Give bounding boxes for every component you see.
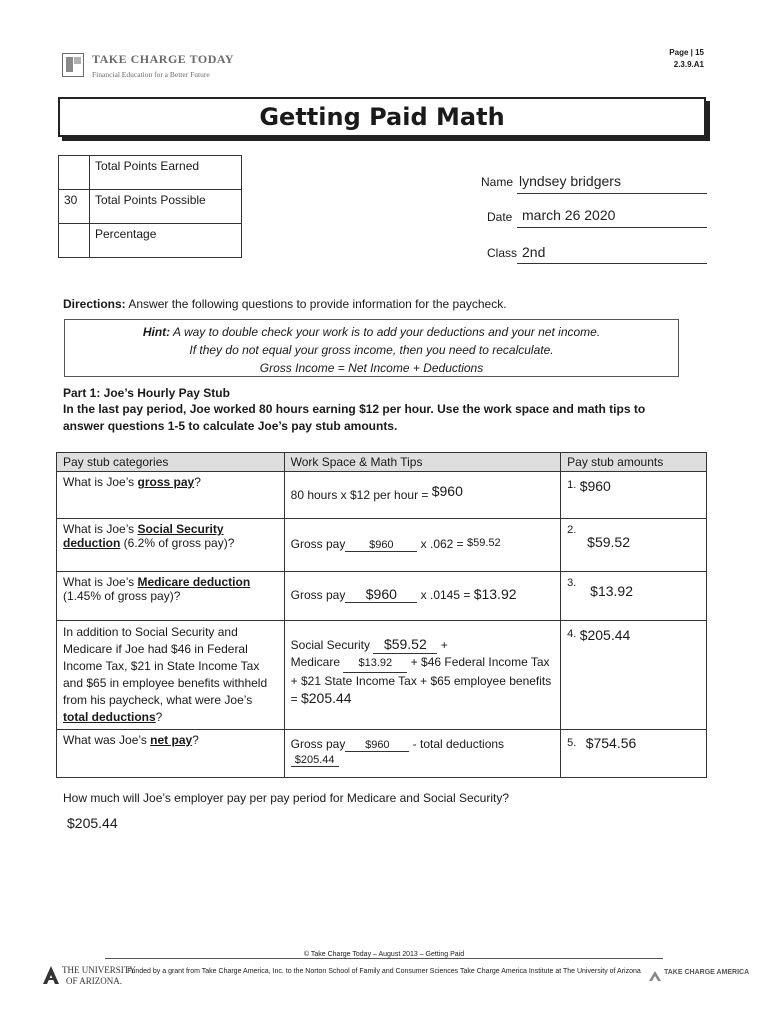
question-text: What is Joe’s <box>63 522 138 536</box>
take-charge-logo-icon <box>62 53 84 77</box>
workspace-text: Social Security <box>290 638 371 652</box>
workspace-text: x .0145 = <box>417 588 474 602</box>
workspace-cell[interactable] <box>284 472 561 519</box>
points-row <box>59 156 242 190</box>
brand-subtitle: Financial Education for a Better Future <box>92 70 210 79</box>
question-number: 5. <box>567 737 577 749</box>
employer-question: How much will Joe’s employer pay per pay period for Medicare and Social Security? <box>63 791 509 805</box>
table-row <box>57 472 707 519</box>
ua-logo-line2: OF ARIZONA. <box>66 976 123 986</box>
question-text-end: ? <box>194 475 201 489</box>
gross-pay-blank: $960 <box>345 739 409 752</box>
question-key-term: gross pay <box>137 475 195 489</box>
points-label: Percentage <box>90 224 242 258</box>
amount-cell[interactable] <box>561 519 707 572</box>
take-charge-america-logo-icon <box>648 969 662 983</box>
workspace-cell[interactable] <box>284 519 561 572</box>
table-row <box>57 519 707 572</box>
medicare-blank: $13.92 <box>343 655 407 673</box>
workspace-text: + <box>437 638 448 652</box>
amount-value: $960 <box>579 478 611 494</box>
points-value <box>59 156 90 190</box>
date-value: march 26 2020 <box>522 207 616 223</box>
question-text-end: (1.45% of gross pay)? <box>63 589 181 603</box>
question-cell <box>57 472 285 519</box>
workspace-text: - total deductions <box>409 737 505 751</box>
total-deductions-blank: $205.44 <box>291 754 339 767</box>
question-number: 4. <box>567 628 577 640</box>
brand-title: TAKE CHARGE TODAY <box>92 52 235 66</box>
points-table <box>58 155 242 258</box>
workspace-text: Gross pay <box>290 588 346 602</box>
footer-funding: Funded by a grant from Take Charge America, Inc. to the Norton School of Family and Consumer Sciences Take Charge America Institute at The University of Arizona <box>127 968 641 975</box>
question-key-term: Social Security deduction <box>63 522 224 550</box>
hint-line-1 <box>65 323 678 341</box>
question-key-term: total deductions <box>63 710 156 724</box>
question-cell <box>57 621 285 730</box>
amount-value: $205.44 <box>579 627 631 643</box>
question-cell <box>57 572 285 621</box>
workspace-cell[interactable] <box>284 621 561 730</box>
directions-text: Answer the following questions to provide information for the paycheck. <box>125 297 507 311</box>
amount-cell[interactable] <box>561 621 707 730</box>
question-cell <box>57 730 285 778</box>
table-row <box>57 621 707 730</box>
question-text-end: ? <box>155 710 163 724</box>
workspace-answer: $59.52 <box>467 537 501 549</box>
question-cell <box>57 519 285 572</box>
footer-copyright: © Take Charge Today – August 2013 – Getting Paid <box>303 951 465 958</box>
hint-line-2: If they do not equal your gross income, then you need to recalculate. <box>189 343 554 357</box>
points-label: Total Points Earned <box>90 156 242 190</box>
class-field[interactable] <box>517 243 707 264</box>
tca-logo-text: TAKE CHARGE AMERICA <box>664 969 750 976</box>
class-value: 2nd <box>522 244 546 260</box>
col-header-amounts: Pay stub amounts <box>561 453 707 472</box>
question-text: What is Joe’s <box>63 475 138 489</box>
ua-logo-line1: THE UNIVERSITY <box>62 965 136 975</box>
amount-cell[interactable] <box>561 472 707 519</box>
gross-pay-blank: $960 <box>345 539 417 552</box>
part1-heading: Part 1: Joe’s Hourly Pay Stub <box>63 386 230 400</box>
question-text: What was Joe’s <box>63 733 151 747</box>
workspace-text: 80 hours x $12 per hour = <box>290 488 432 502</box>
workspace-text: x .062 = <box>417 537 468 551</box>
gross-pay-blank: $960 <box>345 586 417 603</box>
question-text: In addition to Social Security and Medicare if Joe had $46 in Federal Income Tax, $21 in State Income Tax and $65 in employee benefits withheld from his paycheck, what were Joe’s <box>63 625 268 707</box>
page-number: Page | 15 <box>669 48 704 57</box>
points-row <box>59 190 242 224</box>
workspace-answer: $960 <box>431 483 463 499</box>
page-title: Getting Paid Math <box>58 97 706 137</box>
question-number: 2. <box>567 524 577 536</box>
directions-label: Directions: <box>63 297 126 311</box>
workspace-text: Medicare <box>290 655 340 669</box>
name-field[interactable] <box>517 173 707 194</box>
social-security-blank: $59.52 <box>373 636 437 654</box>
pay-stub-table <box>56 452 707 778</box>
question-key-term: net pay <box>150 733 193 747</box>
workspace-answer: $205.44 <box>300 690 352 706</box>
workspace-text: Gross pay <box>290 537 346 551</box>
hint-text-1: A way to double check your work is to add your deductions and your net income. <box>170 325 601 339</box>
table-row <box>57 730 707 778</box>
amount-cell[interactable] <box>561 730 707 778</box>
date-field[interactable] <box>517 207 707 228</box>
points-row <box>59 224 242 258</box>
table-row <box>57 572 707 621</box>
workspace-cell[interactable] <box>284 572 561 621</box>
name-label: Name <box>481 175 514 189</box>
amount-value: $59.52 <box>587 534 630 550</box>
workspace-text: + $46 Federal Income Tax + $21 State Income Tax + $65 employee benefits = <box>290 655 552 706</box>
points-label: Total Points Possible <box>90 190 242 224</box>
name-value: lyndsey bridgers <box>519 173 621 189</box>
hint-line-3: Gross Income = Net Income + Deductions <box>259 361 484 375</box>
question-text: What is Joe’s <box>63 575 138 589</box>
workspace-answer: $13.92 <box>473 586 517 602</box>
class-label: Class <box>487 246 518 260</box>
question-number: 3. <box>567 577 577 589</box>
amount-value: $13.92 <box>590 583 633 599</box>
amount-value: $754.56 <box>585 735 637 751</box>
amount-cell[interactable] <box>561 572 707 621</box>
question-key-term: Medicare deduction <box>137 575 251 589</box>
points-value: 30 <box>59 190 90 224</box>
points-value <box>59 224 90 258</box>
date-label: Date <box>487 210 513 224</box>
col-header-categories: Pay stub categories <box>57 453 285 472</box>
table-header-row <box>57 453 707 472</box>
workspace-cell[interactable] <box>284 730 561 778</box>
question-text-end: ? <box>192 733 199 747</box>
part1-instructions: In the last pay period, Joe worked 80 hours earning $12 per hour. Use the work space and math tips to answer questions 1-5 to calculate Joe’s pay stub amounts. <box>63 402 646 433</box>
hint-box <box>64 319 679 377</box>
page-code: 2.3.9.A1 <box>673 60 704 69</box>
workspace-text: Gross pay <box>290 737 346 751</box>
question-text-end: (6.2% of gross pay)? <box>120 536 235 550</box>
footer-divider <box>105 958 663 959</box>
question-number: 1. <box>567 479 577 491</box>
hint-label: Hint: <box>142 325 171 339</box>
col-header-workspace: Work Space & Math Tips <box>284 453 561 472</box>
directions <box>63 297 507 311</box>
employer-answer[interactable]: $205.44 <box>67 815 118 831</box>
